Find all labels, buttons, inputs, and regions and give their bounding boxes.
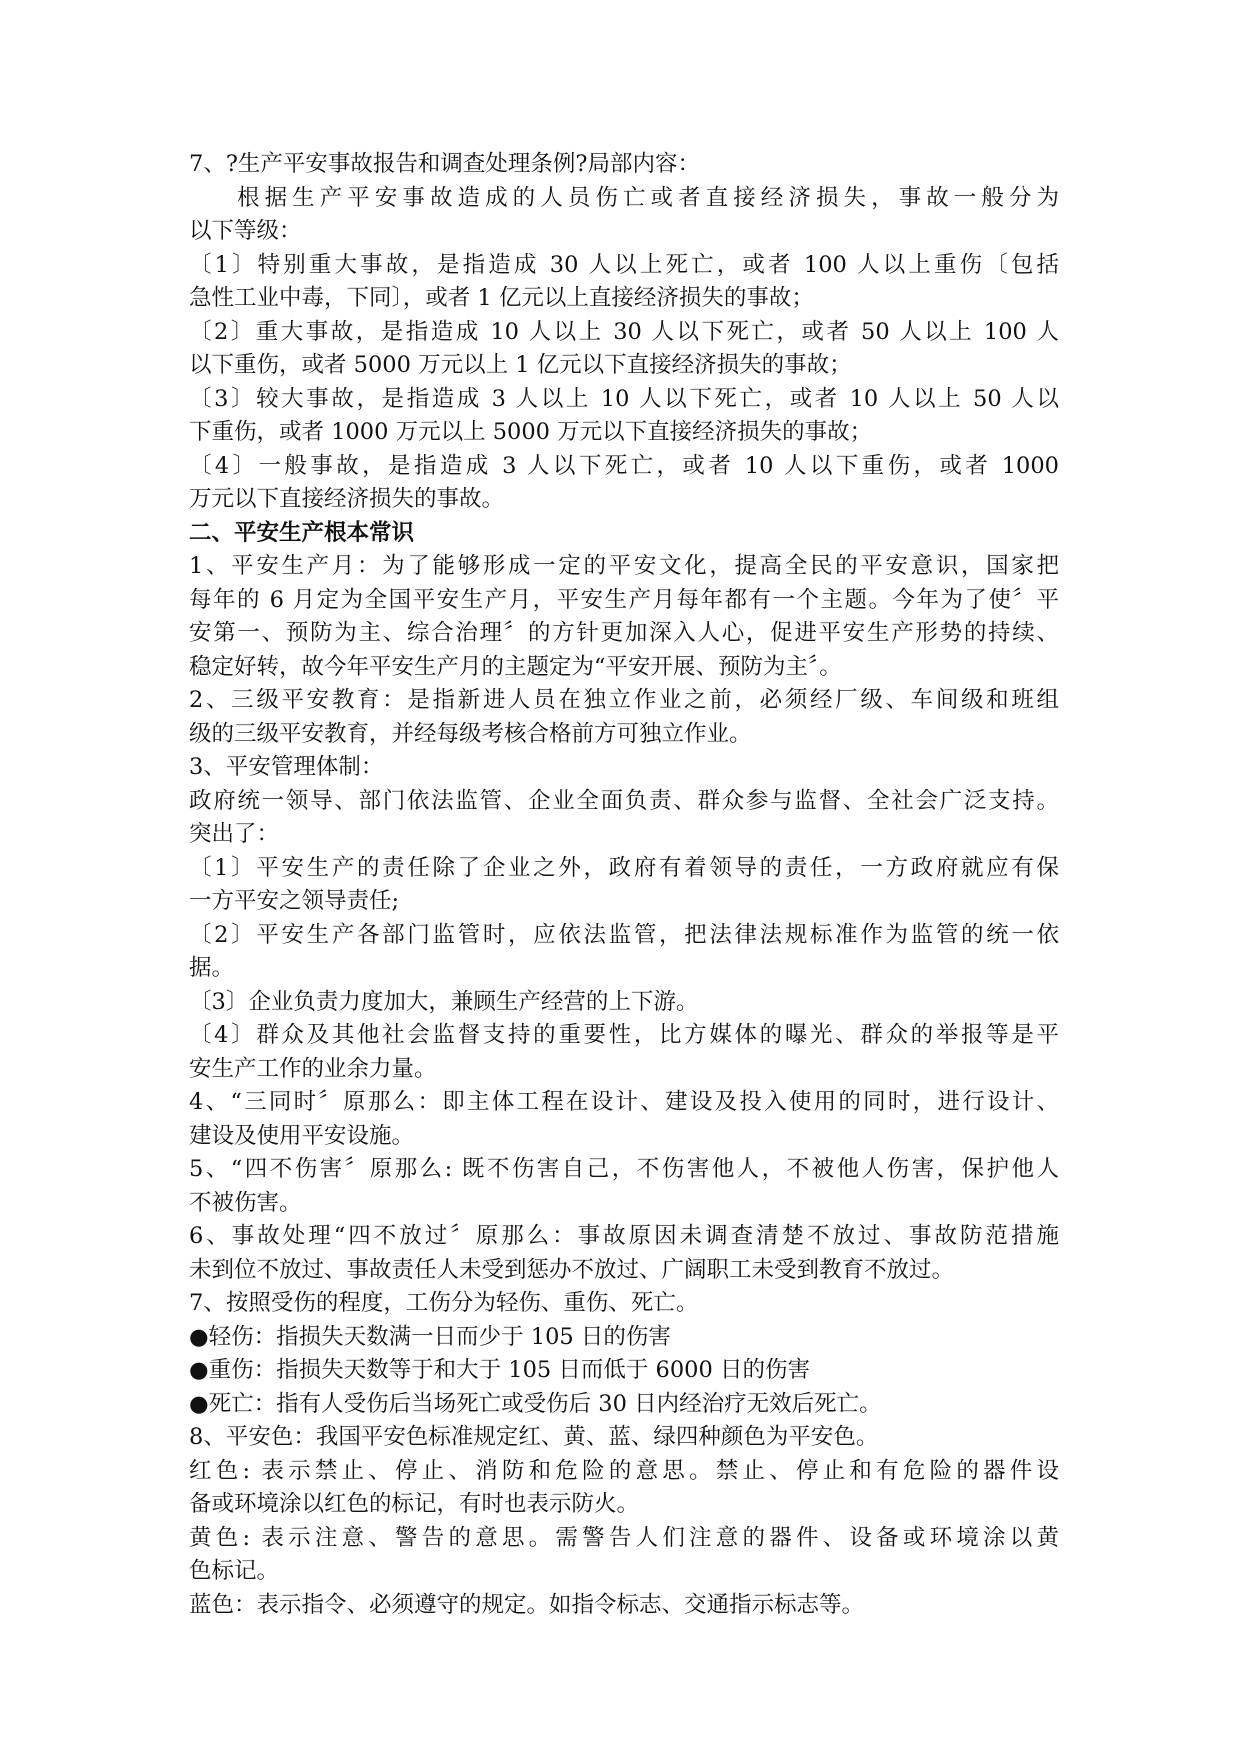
text-line: ●死亡：指有人受伤后当场死亡或受伤后 30 日内经治疗无效后死亡。 xyxy=(189,1390,882,1417)
text-line: 稳定好转，故今年平安生产月的主题定为“平安开展、预防为主〞。 xyxy=(189,653,842,680)
text-line: 突出了： xyxy=(189,821,280,847)
text-line: 红色: 表示禁止、停止、消防和危险的意思。禁止、停止和有危险的器件设 xyxy=(189,1457,1059,1484)
section-heading: 二、平安生产根本常识 xyxy=(189,519,415,546)
text-line: 政府统一领导、部门依法监管、企业全面负责、群众参与监督、全社会广泛支持。 xyxy=(189,787,1059,814)
text-line: 根据生产平安事故造成的人员伤亡或者直接经济损失，事故一般分为 xyxy=(237,184,1059,211)
text-line: 安第一、预防为主、综合治理〞的方针更加深入人心，促进平安生产形势的持续、 xyxy=(189,620,1059,646)
text-line: 色标记。 xyxy=(189,1558,280,1584)
text-line: 7、按照受伤的程度，工伤分为轻伤、重伤、死亡。 xyxy=(189,1290,699,1316)
text-line: 以下重伤，或者 5000 万元以上 1 亿元以下直接经济损失的事故； xyxy=(189,352,852,378)
text-line: 〔3〕企业负责力度加大，兼顾生产经营的上下游。 xyxy=(189,988,699,1015)
text-line: 万元以下直接经济损失的事故。 xyxy=(189,486,505,512)
text-line: 建设及使用平安设施。 xyxy=(189,1122,415,1149)
text-line: 〔2〕平安生产各部门监管时，应依法监管，把法律法规标准作为监管的统一依 xyxy=(189,921,1059,948)
text-line: 6、事故处理“四不放过〞原那么：事故原因未调查清楚不放过、事故防范措施 xyxy=(189,1223,1059,1249)
text-line: 〔1〕平安生产的责任除了企业之外，政府有着领导的责任，一方政府就应有保 xyxy=(189,854,1059,881)
text-line: 级的三级平安教育，并经每级考核合格前方可独立作业。 xyxy=(189,720,752,747)
text-line: 8、平安色：我国平安色标准规定红、黄、蓝、绿四种颜色为平安色。 xyxy=(189,1424,879,1450)
text-line: 3、平安管理体制： xyxy=(189,754,384,780)
text-line: 〔3〕较大事故，是指造成 3 人以上 10 人以下死亡，或者 10 人以上 50 人以 xyxy=(189,385,1059,412)
text-line: ●轻伤：指损失天数满一日而少于 105 日的伤害 xyxy=(189,1323,671,1350)
text-line: ●重伤：指损失天数等于和大于 105 日而低于 6000 日的伤害 xyxy=(189,1357,810,1383)
text-line: 下重伤，或者 1000 万元以上 5000 万元以下直接经济损失的事故； xyxy=(189,419,873,445)
text-line: 〔4〕群众及其他社会监督支持的重要性，比方媒体的曝光、群众的举报等是平 xyxy=(189,1022,1059,1048)
text-line: 1、平安生产月：为了能够形成一定的平安文化，提高全民的平安意识，国家把 xyxy=(189,553,1059,579)
text-line: 据。 xyxy=(189,955,235,981)
text-line: 不被伤害。 xyxy=(189,1189,302,1216)
text-line: 7、?生产平安事故报告和调查处理条例?局部内容： xyxy=(189,151,700,177)
text-line: 一方平安之领导责任; xyxy=(189,888,400,914)
text-line: 备或环境涂以红色的标记，有时也表示防火。 xyxy=(189,1491,640,1517)
text-line: 黄色: 表示注意、警告的意思。需警告人们注意的器件、设备或环境涂以黄 xyxy=(189,1524,1059,1551)
text-line: 急性工业中毒，下同〕，或者 1 亿元以上直接经济损失的事故； xyxy=(189,285,814,311)
text-line: 每年的 6 月定为全国平安生产月，平安生产月每年都有一个主题。今年为了使〞平 xyxy=(189,586,1059,613)
text-line: 2、三级平安教育：是指新进人员在独立作业之前，必须经厂级、车间级和班组 xyxy=(189,687,1059,713)
text-line: 〔1〕特别重大事故，是指造成 30 人以上死亡，或者 100 人以上重伤〔包括 xyxy=(189,251,1059,278)
text-line: 〔4〕一般事故，是指造成 3 人以下死亡，或者 10 人以下重伤，或者 1000 xyxy=(189,452,1059,479)
text-line: 以下等级： xyxy=(189,218,302,244)
text-line: 〔2〕重大事故，是指造成 10 人以上 30 人以下死亡，或者 50 人以上 100 人 xyxy=(189,318,1059,345)
text-line: 5、“四不伤害〞原那么: 既不伤害自己，不伤害他人，不被他人伤害，保护他人 xyxy=(189,1156,1059,1182)
document-page xyxy=(189,148,1059,1622)
text-line: 未到位不放过、事故责任人未受到惩办不放过、广阔职工未受到教育不放过。 xyxy=(189,1256,955,1283)
text-line: 安生产工作的业余力量。 xyxy=(189,1055,437,1082)
text-line: 4、“三同时〞原那么：即主体工程在设计、建设及投入使用的同时，进行设计、 xyxy=(189,1089,1059,1115)
text-line: 蓝色：表示指令、必须遵守的规定。如指令标志、交通指示标志等。 xyxy=(189,1591,865,1618)
